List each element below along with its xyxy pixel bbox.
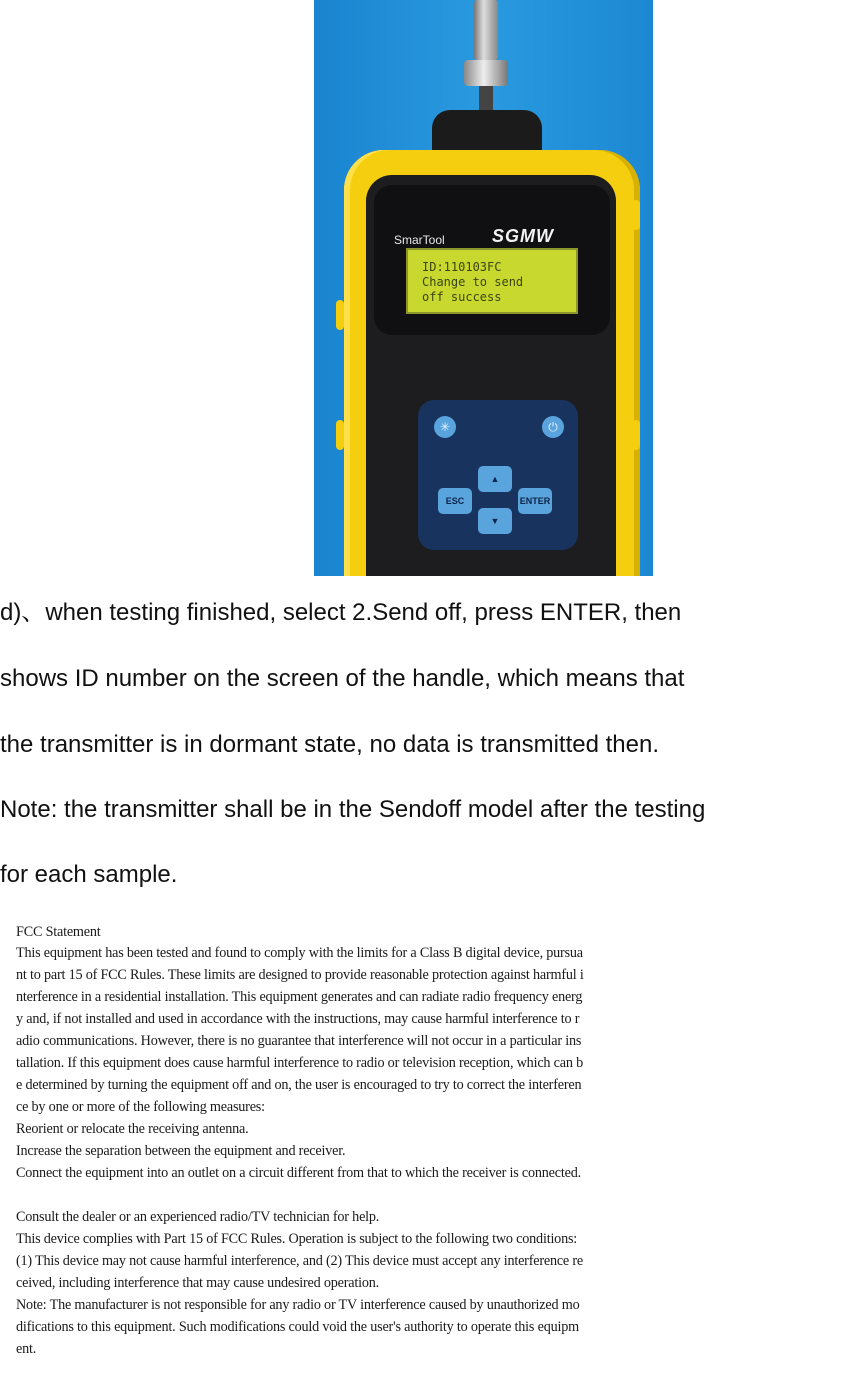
casing-grip-right — [632, 420, 640, 450]
lcd-line-status: Change to send — [422, 275, 524, 289]
instruction-line-3: the transmitter is in dormant state, no data is transmitted then. — [0, 731, 659, 758]
up-arrow-key[interactable]: ▲ — [478, 466, 512, 492]
device-photo — [314, 0, 653, 576]
fcc-measure: Increase the separation between the equipment and receiver. — [16, 1143, 346, 1159]
note-line-1: Note: the transmitter shall be in the Sendoff model after the testing — [0, 796, 706, 823]
fcc-line: (1) This device may not cause harmful interference, and (2) This device must accept any interference re — [16, 1253, 583, 1269]
casing-grip-right — [632, 200, 640, 230]
fcc-line: adio communications. However, there is no guarantee that interference will not occur in a particular ins — [16, 1033, 582, 1049]
down-arrow-key[interactable]: ▼ — [478, 508, 512, 534]
instruction-line-2: shows ID number on the screen of the handle, which means that — [0, 665, 685, 692]
instruction-line-1: d)、when testing finished, select 2.Send off, press ENTER, then — [0, 599, 682, 626]
fcc-measure: Reorient or relocate the receiving antenna. — [16, 1121, 249, 1137]
lcd-line-id: ID:110103FC — [422, 260, 502, 274]
fcc-note-line: difications to this equipment. Such modifications could void the user's authority to operate this equipm — [16, 1319, 579, 1335]
esc-key[interactable]: ESC — [438, 488, 472, 514]
fcc-line: y and, if not installed and used in accordance with the instructions, may cause harmful interference to r — [16, 1011, 580, 1027]
backlight-key-icon[interactable]: ✳ — [434, 416, 456, 438]
fcc-measure: Consult the dealer or an experienced radio/TV technician for help. — [16, 1209, 380, 1225]
fcc-line: nt to part 15 of FCC Rules. These limits are designed to provide reasonable protection against harmful i — [16, 967, 584, 983]
fcc-note-line: ent. — [16, 1341, 37, 1357]
fcc-line: This equipment has been tested and found to comply with the limits for a Class B digital device, pursua — [16, 945, 583, 961]
brand-sgmw: SGMW — [492, 226, 554, 246]
fcc-note-line: Note: The manufacturer is not responsible for any radio or TV interference caused by unauthorized mo — [16, 1297, 580, 1313]
fcc-line: ce by one or more of the following measures: — [16, 1099, 265, 1115]
fcc-line: nterference in a residential installation. This equipment generates and can radiate radio frequency energ — [16, 989, 583, 1005]
casing-grip-left — [336, 420, 344, 450]
fcc-line: ceived, including interference that may cause undesired operation. — [16, 1275, 380, 1291]
fcc-measure: Connect the equipment into an outlet on a circuit different from that to which the receiver is connected. — [16, 1165, 581, 1181]
fcc-line: tallation. If this equipment does cause harmful interference to radio or television reception, which can b — [16, 1055, 583, 1071]
keypad — [418, 400, 578, 550]
fcc-heading: FCC Statement — [16, 924, 101, 940]
lcd-screen — [406, 248, 578, 314]
note-line-2: for each sample. — [0, 861, 178, 888]
fcc-line: This device complies with Part 15 of FCC Rules. Operation is subject to the following two conditions: — [16, 1231, 578, 1247]
casing-grip-left — [336, 300, 344, 330]
lcd-line-status-2: off success — [422, 290, 502, 304]
fcc-line: e determined by turning the equipment off and on, the user is encouraged to try to correct the interferen — [16, 1077, 582, 1093]
brand-smartool: SmarTool — [394, 233, 445, 247]
tpms-valve-stem — [474, 0, 498, 60]
enter-key[interactable]: ENTER — [518, 488, 552, 514]
tpms-valve-nut — [464, 60, 508, 86]
power-key-icon[interactable]: ⏻ — [542, 416, 564, 438]
